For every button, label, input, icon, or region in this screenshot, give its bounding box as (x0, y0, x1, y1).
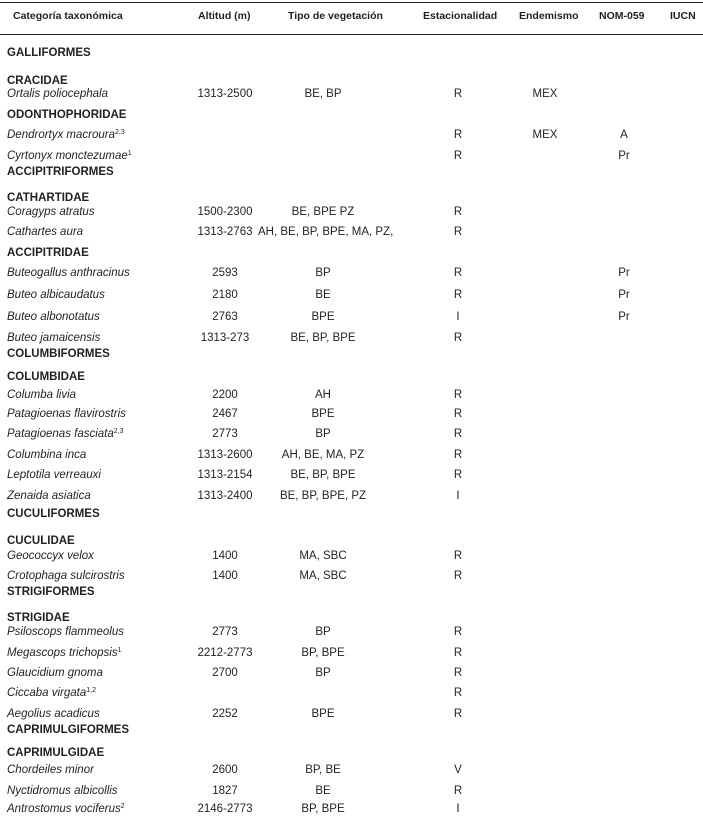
species-name-cell (7, 706, 100, 722)
species-row (0, 406, 703, 424)
footnote-marker: 2,3 (113, 428, 124, 435)
order-row (0, 346, 703, 364)
species-row (0, 624, 703, 642)
vegetation-cell: BE, BP, BPE (290, 332, 356, 344)
vegetation-cell: BE (315, 289, 331, 301)
altitude-cell: 2773 (212, 626, 238, 638)
order-row (0, 722, 703, 740)
order-name: CAPRIMULGIFORMES (7, 724, 130, 736)
species-name: Columba livia (7, 389, 77, 401)
family-name: COLUMBIDAE (7, 371, 85, 383)
species-name: Buteo albicaudatus (7, 289, 105, 301)
nom-059-cell: A (620, 129, 628, 141)
species-row (0, 488, 703, 506)
seasonality-cell: I (456, 490, 460, 502)
species-name: Crotophaga sulcirostris (7, 570, 125, 582)
species-name-cell (7, 406, 126, 422)
species-name-cell (7, 265, 130, 281)
seasonality-cell: R (453, 626, 463, 638)
family-name: STRIGIDAE (7, 612, 70, 624)
altitude-cell: 1313-273 (200, 332, 250, 344)
footnote-marker: 1 (127, 150, 132, 157)
family-name: CATHARTIDAE (7, 192, 90, 204)
order-name: COLUMBIFORMES (7, 348, 110, 360)
species-row (0, 762, 703, 780)
seasonality-cell: R (453, 785, 463, 797)
header-bottom-rule (0, 34, 703, 35)
seasonality-cell: R (453, 206, 463, 218)
species-name-cell (7, 287, 105, 303)
vegetation-cell: AH, BE, MA, PZ (281, 449, 365, 461)
family-row (0, 369, 703, 387)
order-name: STRIGIFORMES (7, 586, 95, 598)
species-name: Megascops trichopsis (7, 647, 118, 659)
altitude-cell: 2212-2773 (197, 647, 253, 659)
species-name-cell (7, 86, 108, 102)
altitude-cell: 1313-2500 (197, 88, 253, 100)
seasonality-cell: R (453, 267, 463, 279)
footnote-marker: 1 (117, 647, 122, 654)
order-row (0, 584, 703, 602)
species-name-cell (7, 685, 96, 701)
species-name: Geococcyx velox (7, 550, 94, 562)
species-name: Buteo jamaicensis (7, 332, 101, 344)
header-taxon: Categoría taxonómica (13, 10, 123, 22)
seasonality-cell: R (453, 226, 463, 238)
seasonality-cell: R (453, 408, 463, 420)
species-row (0, 645, 703, 663)
vegetation-cell: BPE (311, 311, 335, 323)
species-name: Aegolius acadicus (7, 708, 100, 720)
species-row (0, 426, 703, 444)
species-name-cell (7, 426, 124, 442)
nom-059-cell: Pr (618, 150, 630, 162)
species-name-cell (7, 447, 86, 463)
species-name-cell (7, 645, 121, 661)
nom-059-cell: Pr (618, 267, 630, 279)
altitude-cell: 1313-2763 (197, 226, 253, 238)
species-name-cell (7, 665, 103, 681)
species-name: Cathartes aura (7, 226, 84, 238)
nom-059-cell: Pr (618, 289, 630, 301)
seasonality-cell: R (453, 289, 463, 301)
family-name: CRACIDAE (7, 75, 68, 87)
vegetation-cell: AH, BE, BP, BPE, MA, PZ, (258, 226, 394, 238)
species-name: Zenaida asiatica (7, 490, 91, 502)
seasonality-cell: R (453, 449, 463, 461)
species-name: Ortalis poliocephala (7, 88, 109, 100)
species-row (0, 387, 703, 405)
species-name-cell (7, 548, 94, 564)
vegetation-cell: BP, BPE (301, 803, 345, 815)
header-altitude: Altitud (m) (198, 10, 251, 22)
endemism-cell: MEX (532, 129, 558, 141)
header-iucn: IUCN (670, 10, 696, 22)
altitude-cell: 2146-2773 (197, 803, 253, 815)
species-row (0, 665, 703, 683)
species-row (0, 265, 703, 283)
altitude-cell: 1827 (212, 785, 238, 797)
vegetation-cell: BP (315, 267, 331, 279)
altitude-cell: 2467 (212, 408, 238, 420)
altitude-cell: 2700 (212, 667, 238, 679)
vegetation-cell: MA, SBC (299, 550, 347, 562)
order-name: CUCULIFORMES (7, 508, 100, 520)
species-name: Dendrortyx macroura (7, 129, 116, 141)
species-name-cell (7, 224, 83, 240)
table-top-rule (0, 2, 703, 3)
seasonality-cell: R (453, 129, 463, 141)
species-name: Columbina inca (7, 449, 87, 461)
species-name-cell (7, 467, 101, 483)
altitude-cell: 1400 (212, 570, 238, 582)
seasonality-cell: R (453, 332, 463, 344)
altitude-cell: 1313-2154 (197, 469, 253, 481)
species-name: Cyrtonyx monctezumae (7, 150, 128, 162)
footnote-marker: 2,3 (115, 129, 125, 136)
species-row (0, 309, 703, 327)
altitude-cell: 2773 (212, 428, 238, 440)
altitude-cell: 2252 (212, 708, 238, 720)
header-vegetation: Tipo de vegetación (288, 10, 383, 22)
vegetation-cell: BE, BP, BPE (290, 469, 356, 481)
species-name-cell (7, 387, 76, 403)
species-name-cell (7, 127, 125, 143)
order-name: GALLIFORMES (7, 47, 91, 59)
vegetation-cell: BP (315, 626, 331, 638)
species-name-cell (7, 783, 118, 799)
species-name: Chordeiles minor (7, 764, 94, 776)
species-name: Leptotila verreauxi (7, 469, 101, 481)
vegetation-cell: BE, BP, BPE, PZ (279, 490, 367, 502)
altitude-cell: 1313-2400 (197, 490, 253, 502)
seasonality-cell: R (453, 88, 463, 100)
species-row (0, 287, 703, 305)
species-name-cell (7, 568, 125, 584)
nom-059-cell: Pr (618, 311, 630, 323)
vegetation-cell: BPE (311, 408, 335, 420)
species-name-cell (7, 488, 91, 504)
species-name: Patagioenas fasciata (7, 428, 114, 440)
header-endemism: Endemismo (519, 10, 579, 22)
altitude-cell: 2200 (212, 389, 238, 401)
seasonality-cell: R (453, 708, 463, 720)
altitude-cell: 1500-2300 (197, 206, 253, 218)
species-name: Buteo albonotatus (7, 311, 100, 323)
altitude-cell: 2180 (212, 289, 238, 301)
species-name-cell (7, 762, 94, 778)
species-name: Patagioenas flavirostris (7, 408, 126, 420)
species-name: Antrostomus vociferus (7, 803, 121, 815)
species-name-cell (7, 624, 124, 640)
species-name: Nyctidromus albicollis (7, 785, 118, 797)
species-name: Coragyps atratus (7, 206, 95, 218)
order-name: ACCIPITRIFORMES (7, 166, 114, 178)
altitude-cell: 1400 (212, 550, 238, 562)
species-row (0, 86, 703, 104)
endemism-cell: MEX (532, 88, 558, 100)
altitude-cell: 1313-2600 (197, 449, 253, 461)
seasonality-cell: R (453, 150, 463, 162)
family-name: CAPRIMULGIDAE (7, 747, 105, 759)
vegetation-cell: BP (315, 667, 331, 679)
species-row (0, 548, 703, 566)
header-seasonality: Estacionalidad (423, 10, 498, 22)
footnote-marker: 2 (120, 803, 125, 810)
order-row (0, 506, 703, 524)
species-row (0, 127, 703, 145)
species-name-cell (7, 801, 125, 817)
family-name: ODONTHOPHORIDAE (7, 109, 127, 121)
vegetation-cell: AH (315, 389, 331, 401)
family-row (0, 745, 703, 763)
seasonality-cell: R (453, 570, 463, 582)
footnote-marker: 1,2 (86, 687, 96, 694)
species-name: Ciccaba virgata (7, 687, 87, 699)
species-row (0, 447, 703, 465)
family-name: ACCIPITRIDAE (7, 247, 89, 259)
family-row (0, 245, 703, 263)
species-row (0, 224, 703, 242)
vegetation-cell: BE, BPE PZ (291, 206, 355, 218)
vegetation-cell: BE, BP (304, 88, 342, 100)
seasonality-cell: I (456, 803, 460, 815)
seasonality-cell: R (453, 389, 463, 401)
altitude-cell: 2763 (212, 311, 238, 323)
order-row (0, 45, 703, 63)
vegetation-cell: BP, BE (305, 764, 341, 776)
seasonality-cell: R (453, 687, 463, 699)
species-name: Psiloscops flammeolus (7, 626, 124, 638)
altitude-cell: 2593 (212, 267, 238, 279)
family-row (0, 107, 703, 125)
seasonality-cell: R (453, 428, 463, 440)
seasonality-cell: I (456, 311, 460, 323)
seasonality-cell: R (453, 647, 463, 659)
species-row (0, 801, 703, 819)
species-name: Glaucidium gnoma (7, 667, 103, 679)
order-row (0, 164, 703, 182)
species-name: Buteogallus anthracinus (7, 267, 130, 279)
species-name-cell (7, 309, 100, 325)
seasonality-cell: R (453, 550, 463, 562)
seasonality-cell: R (453, 667, 463, 679)
species-row (0, 204, 703, 222)
vegetation-cell: BP (315, 428, 331, 440)
species-row (0, 467, 703, 485)
species-row (0, 783, 703, 801)
species-name-cell (7, 148, 132, 164)
vegetation-cell: MA, SBC (299, 570, 347, 582)
header-nom-059: NOM-059 (599, 10, 645, 22)
seasonality-cell: R (453, 469, 463, 481)
species-name-cell (7, 204, 95, 220)
altitude-cell: 2600 (212, 764, 238, 776)
vegetation-cell: BP, BPE (301, 647, 345, 659)
vegetation-cell: BE (315, 785, 331, 797)
vegetation-cell: BPE (311, 708, 335, 720)
family-name: CUCULIDAE (7, 535, 75, 547)
species-name-cell (7, 330, 100, 346)
seasonality-cell: V (454, 764, 462, 776)
species-row (0, 685, 703, 703)
